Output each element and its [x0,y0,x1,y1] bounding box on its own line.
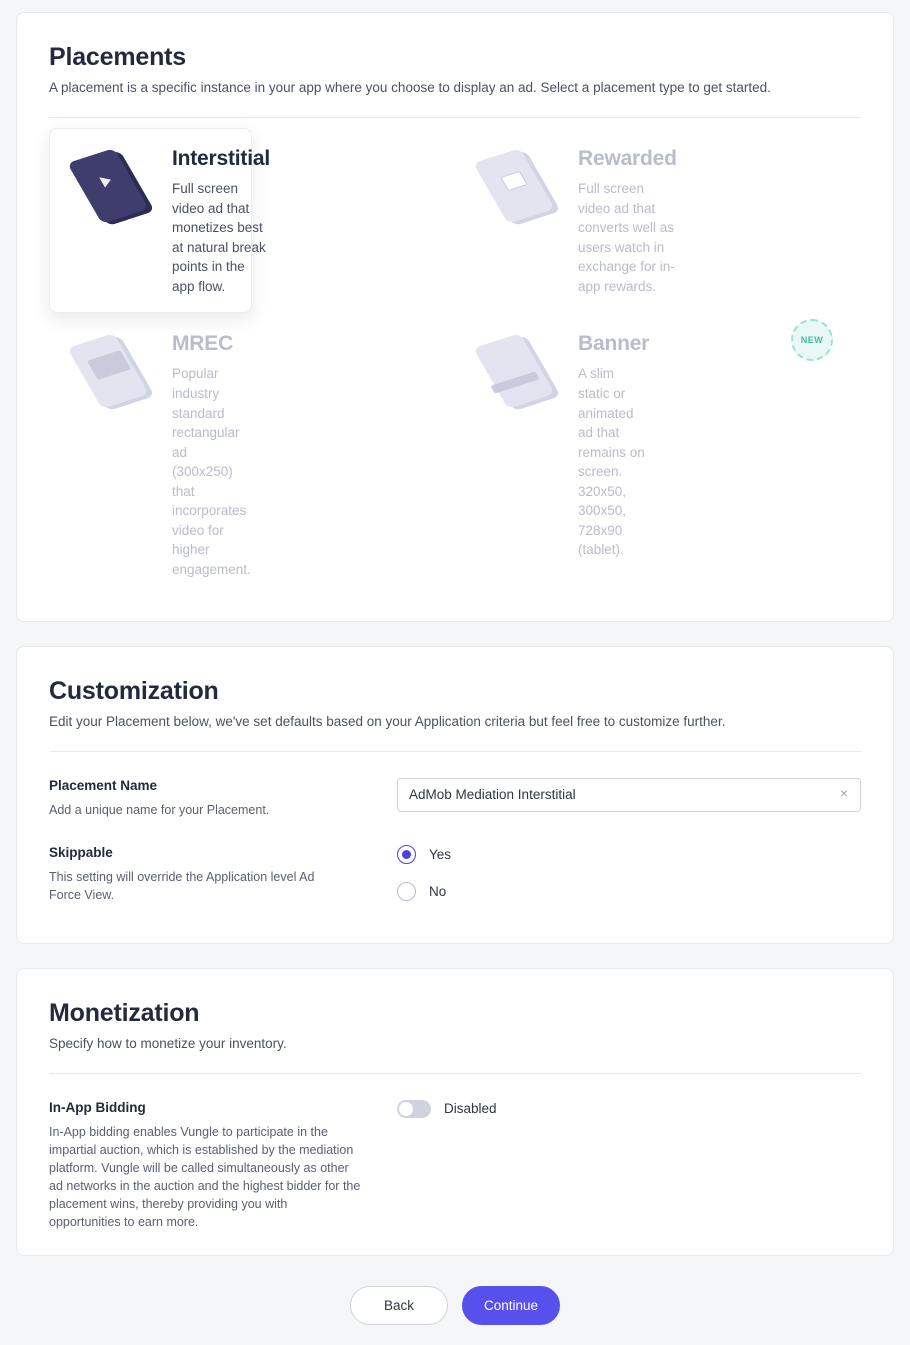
footer-actions [16,1280,894,1345]
placement-name-input[interactable] [397,778,861,812]
placement-name: Rewarded [578,147,677,170]
banner-strip-icon [474,330,570,404]
skippable-row [49,845,861,919]
placement-text [172,330,251,579]
in-app-bidding-toggle-row[interactable] [397,1100,861,1118]
placement-name-control-col [397,778,861,819]
back-button[interactable]: Back [350,1286,448,1325]
skippable-help: This setting will override the Application level Ad Force View. [49,869,315,902]
skippable-option-no[interactable] [397,882,861,901]
in-app-bidding-label-col [49,1100,397,1232]
in-app-bidding-label: In-App Bidding [49,1099,146,1115]
customization-subtitle: Edit your Placement below, we've set defaults based on your Application criteria but feel free to customize further. [49,713,726,729]
placement-option-wrap [49,128,455,313]
placement-option-wrap [49,313,455,596]
placement-name: MREC [172,332,234,356]
toggle-switch[interactable] [397,1100,431,1118]
monetization-card [16,968,894,1257]
placement-option-wrap [455,128,861,313]
radio-icon[interactable] [397,882,416,901]
skippable-option-yes[interactable] [397,845,861,864]
radio-icon[interactable] [397,845,416,864]
new-badge-icon: NEW [791,319,833,361]
placement-description: Full screen video ad that converts well as users watch in exchange for in-app rewards. [578,181,675,294]
placement-text [578,330,649,560]
in-app-bidding-row [49,1100,861,1232]
skippable-control-col [397,845,861,919]
placement-name-row [49,778,861,819]
placements-subtitle: A placement is a specific instance in your app where you choose to display an ad. Select a placement type to get started. [49,80,771,95]
placement-name-help: Add a unique name for your Placement. [49,802,270,817]
placement-description: Popular industry standard rectangular ad (300x250) that incorporates video for higher engagement. [172,366,251,577]
placement-name: Banner [578,332,650,356]
skippable-label: Skippable [49,844,113,860]
placement-name-label: Placement Name [49,777,158,793]
continue-button[interactable]: Continue [462,1286,560,1325]
placement-description: Full screen video ad that monetizes best at natural break points in the app flow. [172,181,266,294]
divider [49,117,861,118]
radio-label: No [429,883,447,899]
in-app-bidding-control-col [397,1100,861,1232]
monetization-title: Monetization [49,998,200,1027]
in-app-bidding-help: In-App bidding enables Vungle to participate in the impartial auction, which is established by the mediation platform. Vungle will be called simultaneously as other ad networks in the auction and the highest bidder for the placement wins, thereby providing you with opportunities to earn more. [49,1124,361,1230]
placement-name: Interstitial [172,147,270,170]
placement-text [578,145,677,296]
monetization-subtitle: Specify how to monetize your inventory. [49,1035,287,1051]
placement-option-mrec[interactable] [49,313,252,596]
placement-name-input-wrap [397,778,861,812]
placement-options [49,128,861,597]
placement-name-label-col [49,778,397,819]
interstitial-phone-icon [68,145,164,219]
mrec-rectangle-icon [68,330,164,404]
divider [49,1073,861,1074]
placements-title: Placements [49,43,186,71]
placement-option-wrap [455,313,861,596]
customization-card [16,646,894,944]
placement-option-banner[interactable] [455,313,658,577]
placements-card [16,12,894,622]
placement-description: A slim static or animated ad that remains on screen. 320x50, 300x50, 728x90 (tablet). [578,366,645,558]
clear-icon[interactable]: × [839,784,849,801]
toggle-state-label: Disabled [444,1101,497,1117]
divider [49,751,861,752]
skippable-label-col [49,845,397,919]
placement-option-rewarded[interactable] [455,128,677,313]
rewarded-gift-icon [474,145,570,219]
placement-text [172,145,270,296]
customization-title: Customization [49,676,219,705]
placement-option-interstitial[interactable] [49,128,270,313]
radio-label: Yes [429,846,452,862]
